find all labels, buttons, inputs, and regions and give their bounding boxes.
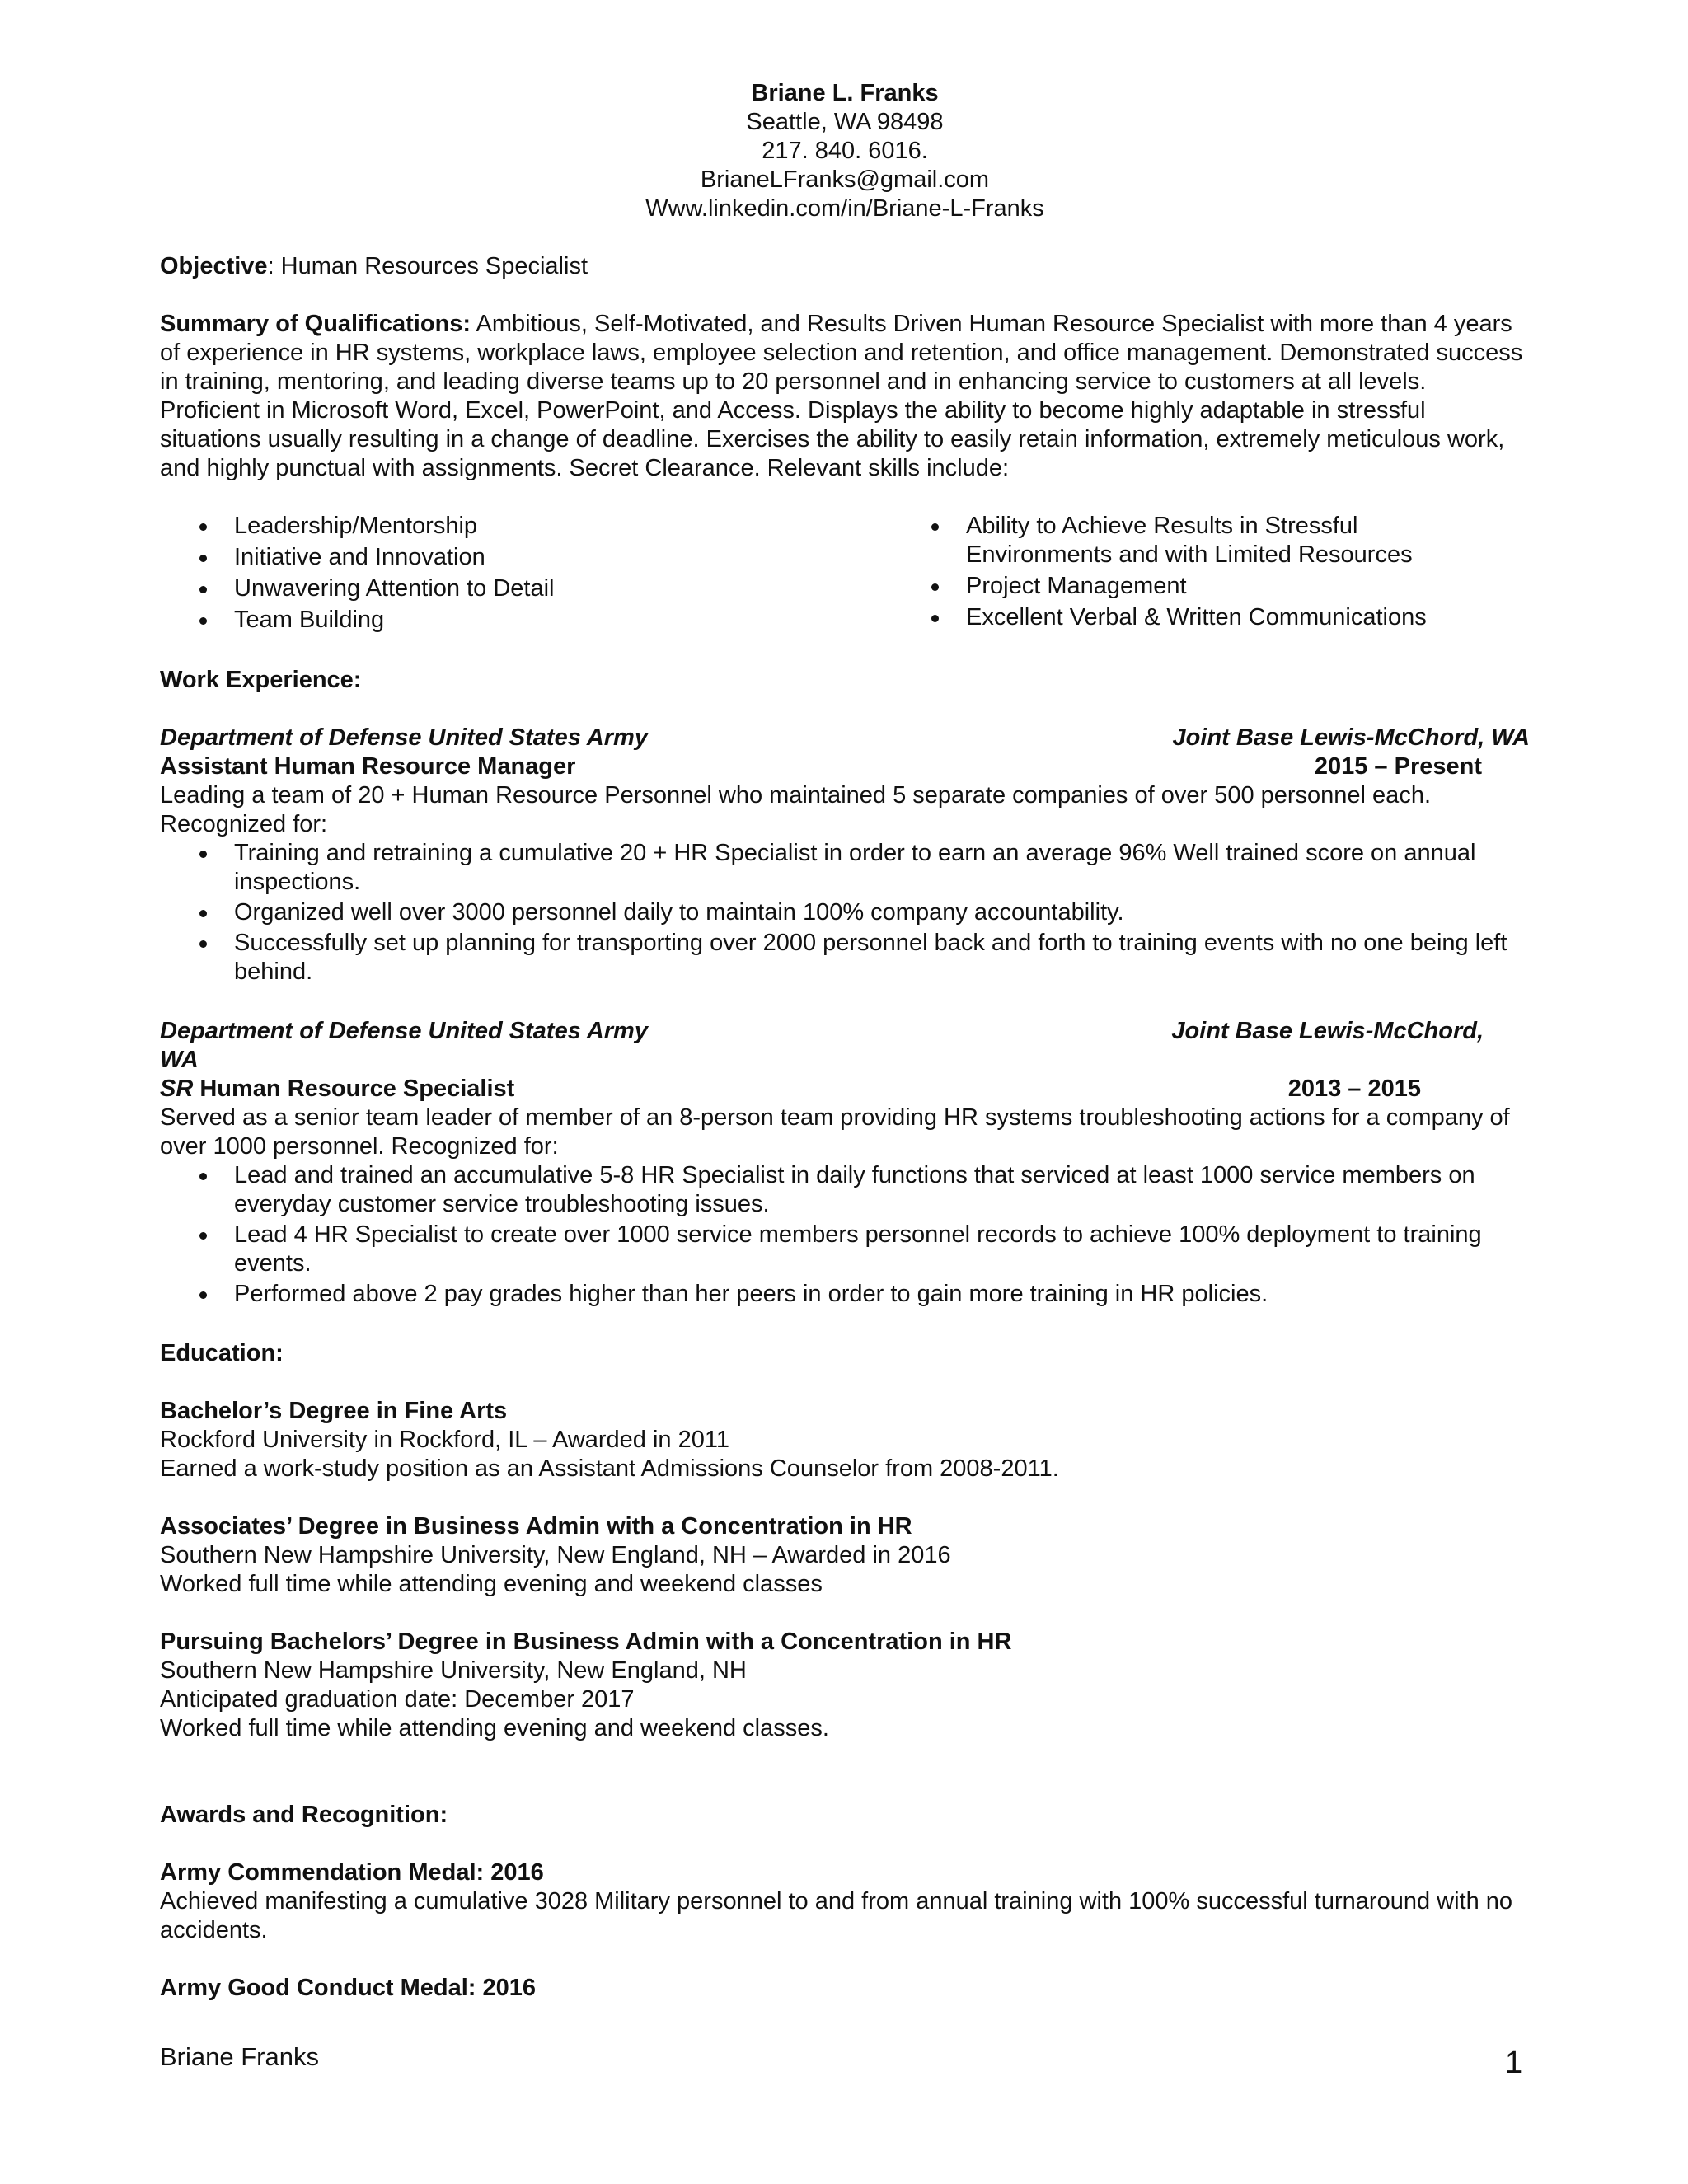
education-heading: Education: bbox=[160, 1340, 284, 1366]
education-line: Anticipated graduation date: December 2017 bbox=[160, 1686, 635, 1713]
skill-item: Unwavering Attention to Detail bbox=[160, 574, 892, 603]
contact-header bbox=[160, 79, 1530, 223]
education-line: Worked full time while attending evening and weekend classes bbox=[160, 1571, 823, 1597]
award-title: Army Good Conduct Medal: 2016 bbox=[160, 1975, 537, 2001]
page-number: 1 bbox=[1505, 2046, 1523, 2080]
job-organization: Department of Defense United States Army bbox=[160, 1018, 648, 1044]
summary bbox=[160, 310, 1530, 483]
objective-text: : Human Resources Specialist bbox=[267, 253, 588, 279]
job-dates: 2013 – 2015 bbox=[1287, 1076, 1421, 1102]
skill-item: Leadership/Mentorship bbox=[160, 512, 892, 541]
achievement-item: Performed above 2 pay grades higher than her peers in order to gain more training in HR policies. bbox=[160, 1280, 1530, 1309]
achievement-item: Successfully set up planning for transporting over 2000 personnel back and forth to training events with no one being left behind. bbox=[160, 929, 1530, 987]
education-entry bbox=[160, 1628, 1530, 1743]
degree-title: Bachelor’s Degree in Fine Arts bbox=[160, 1398, 508, 1424]
achievement-item: Lead and trained an accumulative 5-8 HR Specialist in daily functions that serviced at least 1000 service members on everyday customer service troubleshooting issues. bbox=[160, 1161, 1530, 1219]
degree-title: Pursuing Bachelors’ Degree in Business Admin with a Concentration in HR bbox=[160, 1629, 1012, 1655]
job-entry bbox=[160, 724, 1530, 987]
award-title: Army Commendation Medal: 2016 bbox=[160, 1859, 544, 1886]
resume-body bbox=[160, 79, 1530, 2003]
education-line: Worked full time while attending evening and weekend classes. bbox=[160, 1715, 829, 1741]
linkedin-url: Www.linkedin.com/in/Briane-L-Franks bbox=[645, 195, 1044, 222]
candidate-name: Briane L. Franks bbox=[751, 80, 939, 106]
job-achievements bbox=[160, 839, 1530, 987]
degree-title: Associates’ Degree in Business Admin with a Concentration in HR bbox=[160, 1513, 912, 1540]
skill-item: Project Management bbox=[892, 572, 1469, 601]
achievement-item: Organized well over 3000 personnel daily to maintain 100% company accountability. bbox=[160, 898, 1530, 927]
education-entry bbox=[160, 1512, 1530, 1599]
job-title: Assistant Human Resource Manager bbox=[160, 753, 576, 780]
job-description: Served as a senior team leader of member of an 8-person team providing HR systems troubleshooting actions for a company of over 1000 personnel. Recognized for: bbox=[160, 1104, 1510, 1160]
award-entry bbox=[160, 1974, 1530, 2003]
skill-item: Team Building bbox=[160, 606, 892, 635]
skills-right-column bbox=[892, 512, 1469, 637]
job-location: Joint Base Lewis-McChord, WA bbox=[1172, 724, 1530, 751]
skill-item: Initiative and Innovation bbox=[160, 543, 892, 572]
education-line: Rockford University in Rockford, IL – Awarded in 2011 bbox=[160, 1427, 729, 1453]
award-description: Achieved manifesting a cumulative 3028 Military personnel to and from annual training with 100% successful turnaround with no accidents. bbox=[160, 1888, 1513, 1943]
job-organization: Department of Defense United States Army bbox=[160, 724, 648, 751]
work-heading: Work Experience: bbox=[160, 667, 362, 693]
achievement-item: Training and retraining a cumulative 20 + HR Specialist in order to earn an average 96% Well trained score on annual inspections. bbox=[160, 839, 1530, 897]
education-entry bbox=[160, 1397, 1530, 1483]
job-achievements bbox=[160, 1161, 1530, 1309]
education-line: Southern New Hampshire University, New England, NH bbox=[160, 1657, 747, 1684]
job-location: Joint Base Lewis-McChord, bbox=[1171, 1018, 1484, 1044]
email: BrianeLFranks@gmail.com bbox=[700, 166, 990, 193]
objective bbox=[160, 252, 1530, 281]
job-entry bbox=[160, 1017, 1530, 1309]
skill-item: Ability to Achieve Results in Stressful Environments and with Limited Resources bbox=[892, 512, 1469, 569]
job-dates: 2015 – Present bbox=[1314, 753, 1482, 780]
job-title-prefix: SR bbox=[160, 1076, 194, 1102]
awards-heading: Awards and Recognition: bbox=[160, 1802, 448, 1828]
award-entry bbox=[160, 1858, 1530, 1945]
achievement-item: Lead 4 HR Specialist to create over 1000 service members personnel records to achieve 100% deployment to training events. bbox=[160, 1221, 1530, 1278]
job-location-wrap: WA bbox=[160, 1047, 199, 1073]
skill-item: Excellent Verbal & Written Communications bbox=[892, 603, 1469, 632]
location: Seattle, WA 98498 bbox=[746, 109, 944, 135]
education-line: Southern New Hampshire University, New England, NH – Awarded in 2016 bbox=[160, 1542, 951, 1568]
phone: 217. 840. 6016. bbox=[762, 138, 928, 164]
job-description: Leading a team of 20 + Human Resource Personnel who maintained 5 separate companies of over 500 personnel each. Recognized for: bbox=[160, 782, 1431, 837]
summary-label: Summary of Qualifications: bbox=[160, 311, 471, 337]
education-line: Earned a work-study position as an Assistant Admissions Counselor from 2008-2011. bbox=[160, 1455, 1059, 1482]
footer-name: Briane Franks bbox=[160, 2042, 319, 2071]
summary-text: Ambitious, Self-Motivated, and Results Driven Human Resource Specialist with more than 4 years of experience in HR systems, workplace laws, employee selection and retention, and office management. Demonstrated success in training, mentoring, and leading diverse teams up to 20 personnel and in enhancing service to customers at all levels. Proficient in Microsoft Word, Excel, PowerPoint, and Access. Displays the ability to become highly adaptable in stressful situations usually resulting in a change of deadline. Exercises the ability to easily retain information, extremely meticulous work, and highly punctual with assignments. Secret Clearance. Relevant skills include: bbox=[160, 311, 1523, 481]
objective-label: Objective bbox=[160, 253, 268, 279]
skills-left-column bbox=[160, 512, 892, 637]
job-title bbox=[160, 1075, 514, 1104]
skills-list bbox=[160, 512, 1530, 637]
job-title-rest: Human Resource Specialist bbox=[193, 1076, 515, 1102]
